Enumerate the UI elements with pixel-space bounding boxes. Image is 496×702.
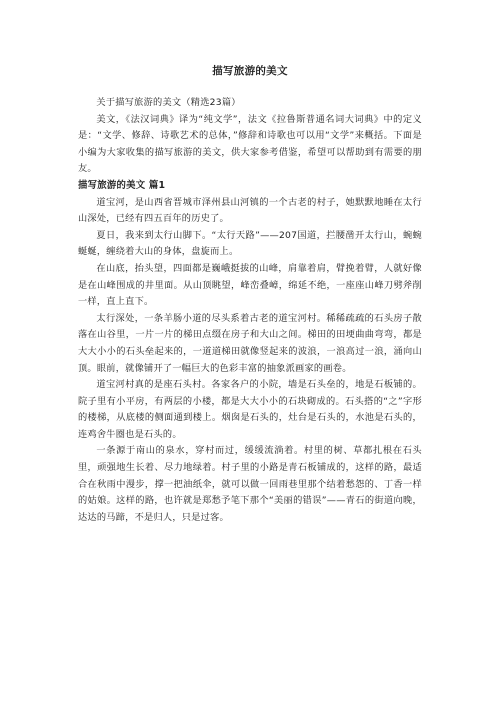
section-heading: 描写旅游的美文 篇1: [78, 179, 166, 191]
document-title: 描写旅游的美文: [212, 65, 288, 77]
body-paragraph: 道宝河，是山西省晋城市泽州县山河镇的一个古老的村子，她默默地睡在太行山深处，已经有四五百年的历史了。: [78, 196, 422, 225]
body-paragraph: 夏日，我来到太行山脚下。“太行天路”——207国道，拦腰凿开太行山，蜿蜿蜒蜒，缠绕着大山的身体，盘旋而上。: [78, 229, 422, 258]
intro-paragraph: 关于描写旅游的美文（精选23篇）: [96, 97, 241, 108]
body-paragraph: 太行深处，一条羊肠小道的尽头系着古老的道宝河村。稀稀疏疏的石头房子散落在山谷里，一片一片的梯田点缀在房子和大山之间。梯田的田埂曲曲弯弯，都是大大小小的石头垒起来的，一道道梯田就像竖起来的波浪，一浪高过一浪，涌向山顶。眼前，就像铺开了一幅巨大的色彩丰富的抽象派画家的画卷。: [78, 312, 422, 374]
body-paragraph: 在山底，抬头望，四面都是巍峨挺拔的山峰，肩靠着肩，臂挽着臂，人就好像是在山峰围成的井里面。从山顶眺望，峰峦叠嶂，绵延不绝，一座座山峰刀劈斧削一样，直上直下。: [78, 262, 422, 308]
body-paragraph: 道宝河村真的是座石头村。各家各户的小院，墙是石头垒的，地是石板铺的。院子里有小平房，有两层的小楼，都是大大小小的石块砌成的。石头搭的“之”字形的楼梯，从底楼的侧面通到楼上。烟囱是石头的，灶台是石头的，水池是石头的，连鸡舍牛圈也是石头的。: [78, 379, 422, 440]
body-paragraph: 一条源于南山的泉水，穿村而过，缓缓流淌着。村里的树、草都扎根在石头里，顽强地生长着、尽力地绿着。村子里的小路是青石板铺成的，这样的路，最适合在秋雨中漫步，撑一把油纸伞，就可以做一回雨巷里那个结着愁怨的、丁香一样的姑娘。这样的路，也许就是郑愁予笔下那个“美丽的错误”——青石的街道向晚，达达的马蹄，不是归人，只是过客。: [78, 445, 422, 523]
intro-paragraph: 美文，《法汉词典》译为“纯文学”，法文《拉鲁斯普通名词大词典》中的定义是：“文学、修辞、诗歌艺术的总体，”修辞和诗歌也可以用“文学”来概括。下面是小编为大家收集的描写旅游的美文，供大家参考借鉴，希望可以帮助到有需要的朋友。: [78, 113, 422, 175]
